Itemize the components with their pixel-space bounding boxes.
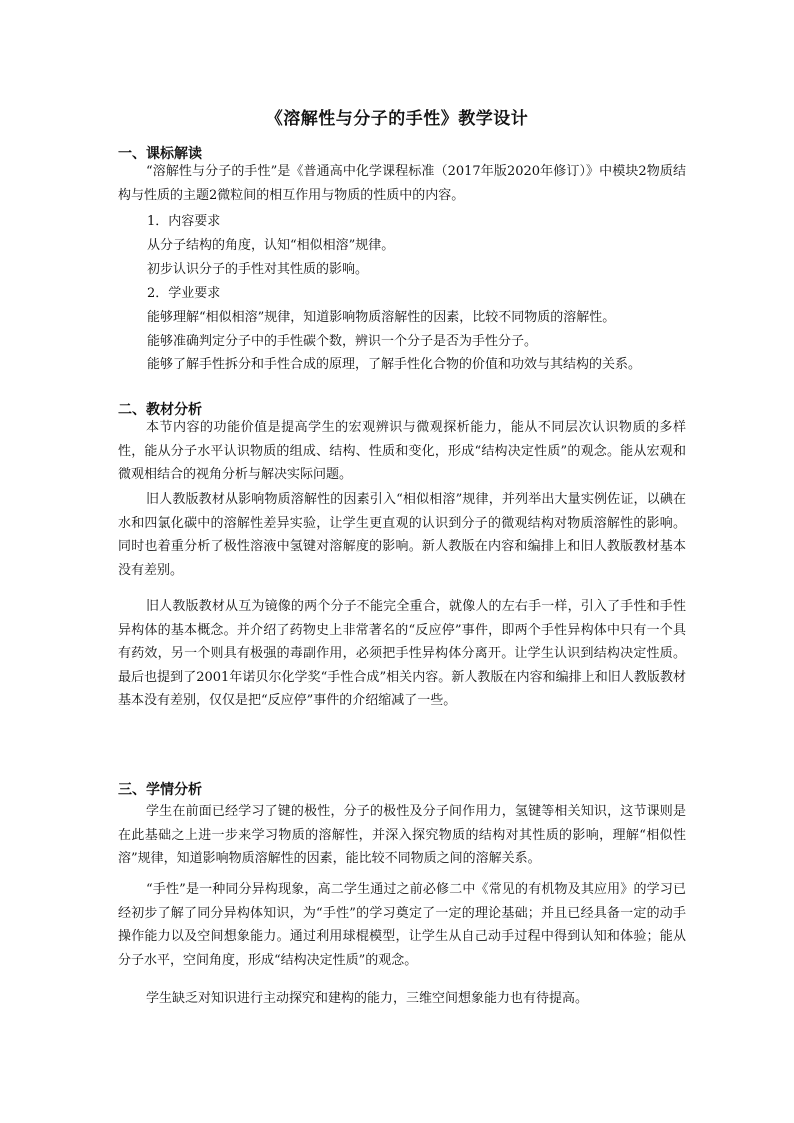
document-title: 《溶解性与分子的手性》教学设计 (265, 109, 529, 129)
section-1-intro: “溶解性与分子的手性”是《普通高中化学课程标准（2017年版2020年修订）》中模块2物质结构与性质的主题2微粒间的相互作用与物质的性质中的内容。 (118, 164, 686, 203)
section-2-paragraph-1: 本节内容的功能价值是提高学生的宏观辨识与微观探析能力，能从不同层次认识物质的多样性，能从分子水平认识物质的组成、结构、性质和变化，形成“结构决定性质”的观念。能从宏观和微观相结合的视角分析与解决实际问题。 (118, 420, 686, 483)
academic-requirement-3: 能够了解手性拆分和手性合成的原理，了解手性化合物的价值和功效与其结构的关系。 (147, 357, 642, 372)
section-2-heading: 二、教材分析 (118, 402, 202, 418)
section-2-paragraph-2: 旧人教版教材从影响物质溶解性的因素引入“相似相溶”规律，并列举出大量实例佐证，以碘在水和四氯化碳中的溶解性差异实验，让学生更直观的认识到分子的微观结构对物质溶解性的影响。同时也着重分析了极性溶液中氢键对溶解度的影响。新人教版在内容和编排上和旧人教版教材基本没有差别。 (118, 492, 686, 578)
academic-requirements-heading: 2．学业要求 (147, 286, 221, 301)
section-3-heading: 三、学情分析 (118, 782, 202, 798)
academic-requirement-1: 能够理解“相似相溶”规律，知道影响物质溶解性的因素，比较不同物质的溶解性。 (147, 310, 616, 325)
academic-requirement-2: 能够准确判定分子中的手性碳个数，辨识一个分子是否为手性分子。 (147, 334, 538, 349)
content-requirements-heading: 1．内容要求 (147, 214, 221, 229)
section-3-paragraph-1: 学生在前面已经学习了键的极性，分子的极性及分子间作用力，氢键等相关知识，这节课则是在此基础之上进一步来学习物质的溶解性，并深入探究物质的结构对其性质的影响，理解“相似性溶”规律，知道影响物质溶解性的因素，能比较不同物质之间的溶解关系。 (118, 804, 686, 867)
section-1-heading: 一、课标解读 (118, 146, 202, 162)
section-2-paragraph-3: 旧人教版教材从互为镜像的两个分子不能完全重合，就像人的左右手一样，引入了手性和手性异构体的基本概念。并介绍了药物史上非常著名的“反应停”事件，即两个手性异构体中只有一个具有药效，另一个则具有极强的毒副作用，必须把手性异构体分离开。让学生认识到结构决定性质。最后也提到了2001年诺贝尔化学奖“手性合成”相关内容。新人教版在内容和编排上和旧人教版教材基本没有差别，仅仅是把“反应停”事件的介绍缩减了一些。 (118, 599, 686, 709)
content-requirement-1: 从分子结构的角度，认知“相似相溶”规律。 (147, 238, 395, 253)
section-3-paragraph-3: 学生缺乏对知识进行主动探究和建构的能力，三维空间想象能力也有待提高。 (146, 991, 589, 1006)
section-3-paragraph-2: “手性”是一种同分异构现象，高二学生通过之前必修二中《常见的有机物及其应用》的学习已经初步了解了同分异构体知识，为“手性”的学习奠定了一定的理论基础；并且已经具备一定的动手操作能力以及空间想象能力。通过利用球棍模型，让学生从自己动手过程中得到认知和体验；能从分子水平，空间角度，形成“结构决定性质”的观念。 (118, 882, 686, 968)
content-requirement-2: 初步认识分子的手性对其性质的影响。 (147, 262, 369, 277)
